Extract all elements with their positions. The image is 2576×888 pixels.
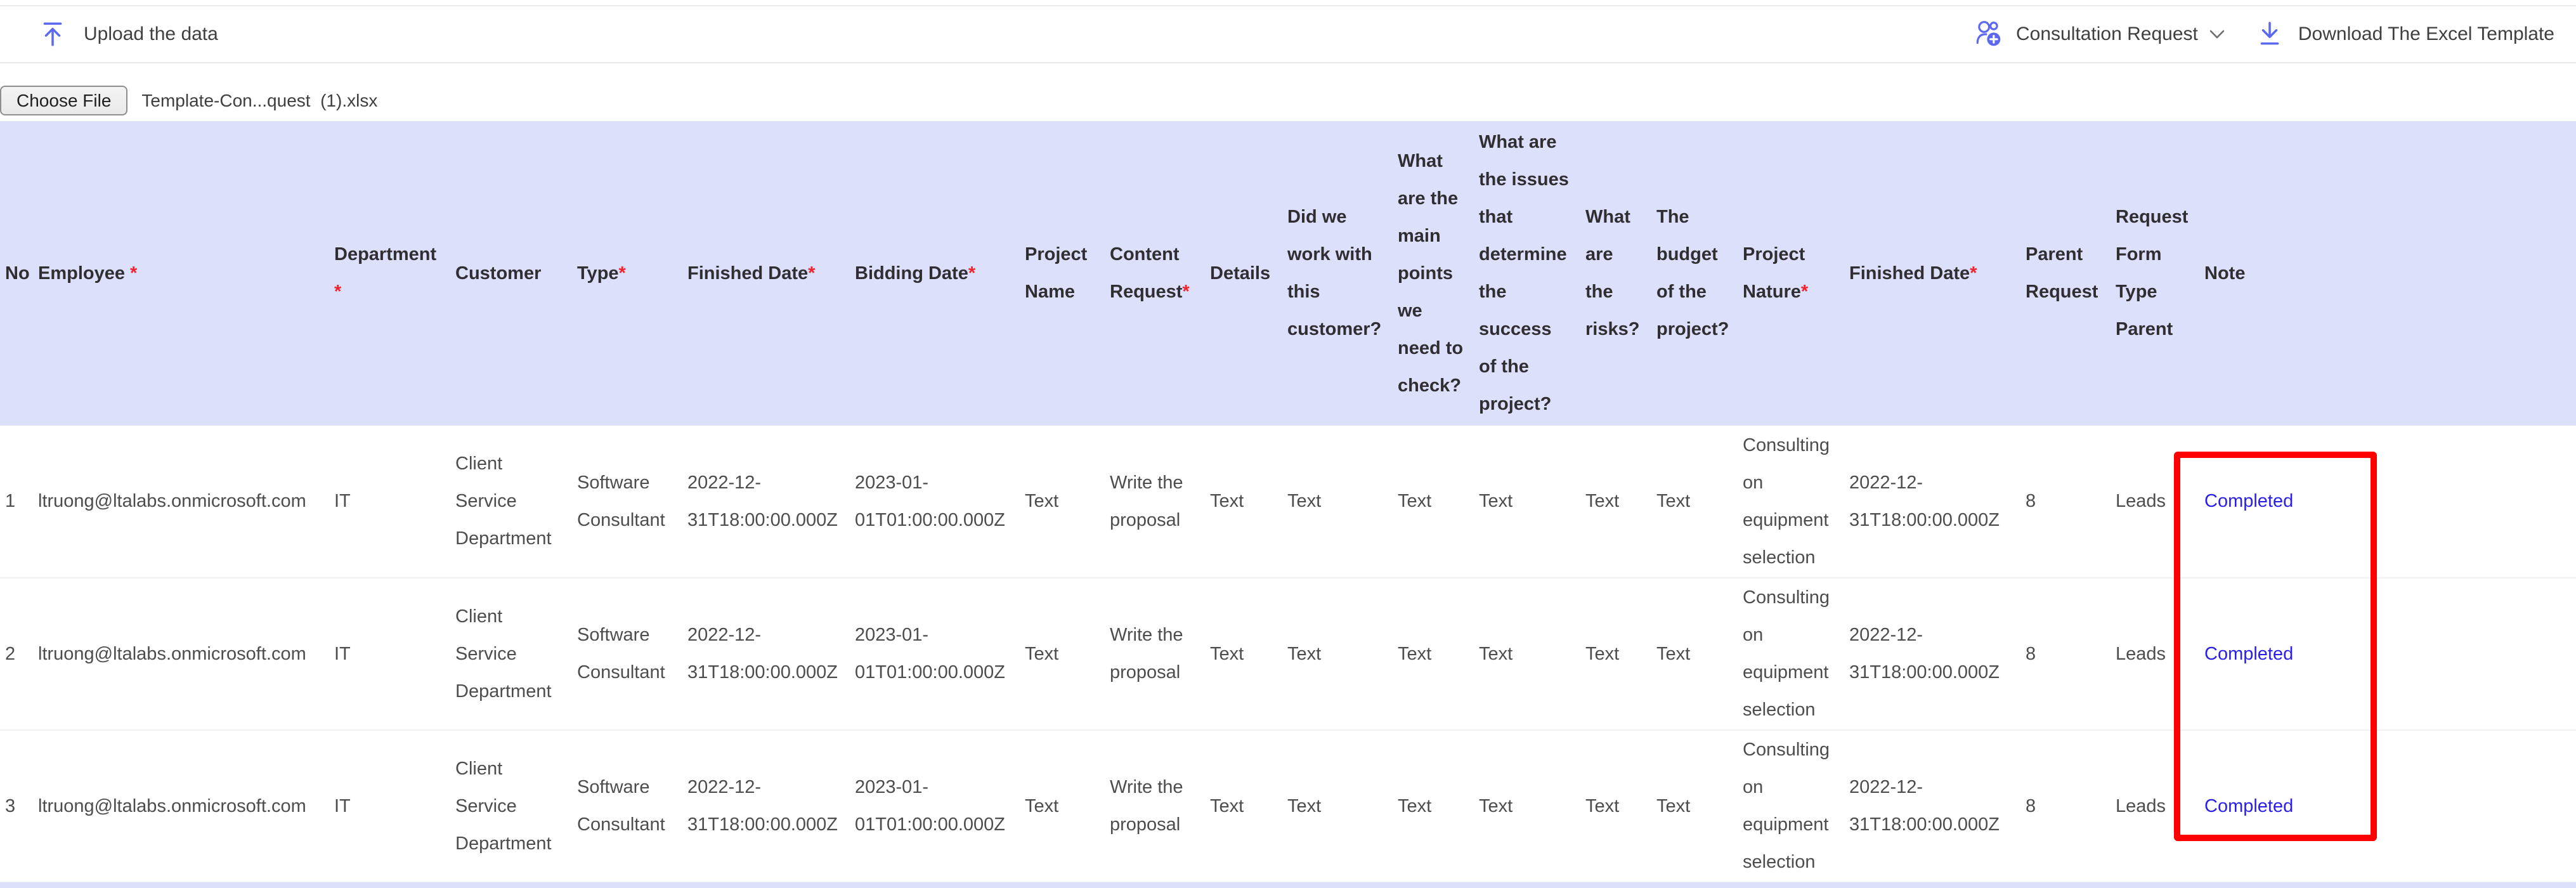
- cell-parent-request: 8: [2018, 730, 2108, 882]
- cell-what-are-the-issues-that-determine-the-success-of-the-project: Text: [1471, 426, 1578, 578]
- toolbar-right: [1974, 20, 2554, 49]
- download-icon: [2255, 20, 2284, 49]
- cell-no: 2: [0, 578, 30, 730]
- cell-request-form-type-parent: Leads: [2108, 578, 2197, 730]
- note-status-link[interactable]: Completed: [2204, 491, 2294, 511]
- cell-parent-request: 8: [2018, 578, 2108, 730]
- cell-no: 1: [0, 426, 30, 578]
- cell-what-are-the-main-points-we-need-to-check: Text: [1390, 426, 1471, 578]
- file-upload-row: [0, 63, 2576, 121]
- column-header-note: Note: [2197, 121, 2384, 426]
- cell-type: Software Consultant: [569, 578, 680, 730]
- cell-finished-date: 2022-12-31T18:00:00.000Z: [1842, 426, 2018, 578]
- column-header-content-request: Content Request*: [1102, 121, 1202, 426]
- cell-project-nature: Consulting on equipment selection: [1735, 578, 1842, 730]
- column-header-department: Department *: [327, 121, 448, 426]
- cell-department: IT: [327, 578, 448, 730]
- column-header-project-nature: Project Nature*: [1735, 121, 1842, 426]
- cell-employee: ltruong@ltalabs.onmicrosoft.com: [30, 578, 327, 730]
- column-header-customer: Customer: [448, 121, 569, 426]
- cell-filler: [2384, 730, 2576, 882]
- cell-what-are-the-risks: Text: [1578, 578, 1649, 730]
- cell-details: Text: [1202, 426, 1280, 578]
- cell-finished-date: 2022-12-31T18:00:00.000Z: [1842, 578, 2018, 730]
- next-section-header-edge: [0, 882, 2576, 888]
- column-header-request-form-type-parent: Request Form Type Parent: [2108, 121, 2197, 426]
- column-header-what-are-the-issues-that-determine-the-success-of-the-project: What are the issues that determine the success of the project?: [1471, 121, 1578, 426]
- cell-filler: [2384, 426, 2576, 578]
- choose-file-button[interactable]: Choose File: [0, 86, 127, 115]
- required-asterisk: *: [125, 263, 138, 284]
- column-header-no: No: [0, 121, 30, 426]
- cell-employee: ltruong@ltalabs.onmicrosoft.com: [30, 426, 327, 578]
- cell-no: 3: [0, 730, 30, 882]
- cell-department: IT: [327, 426, 448, 578]
- cell-bidding-date: 2023-01-01T01:00:00.000Z: [847, 578, 1017, 730]
- cell-type: Software Consultant: [569, 730, 680, 882]
- cell-did-we-work-with-this-customer: Text: [1280, 578, 1390, 730]
- cell-request-form-type-parent: Leads: [2108, 730, 2197, 882]
- required-asterisk: *: [1970, 263, 1977, 284]
- cell-the-budget-of-the-project: Text: [1649, 426, 1735, 578]
- user-group-add-icon: [1974, 20, 2003, 49]
- column-header-finished-date: Finished Date*: [680, 121, 847, 426]
- download-template-button[interactable]: Download The Excel Template: [2298, 23, 2554, 44]
- table-row: [0, 730, 2576, 882]
- cell-finished-date: 2022-12-31T18:00:00.000Z: [1842, 730, 2018, 882]
- cell-customer: Client Service Department: [448, 426, 569, 578]
- cell-finished-date: 2022-12-31T18:00:00.000Z: [680, 578, 847, 730]
- required-asterisk: *: [808, 263, 816, 284]
- cell-content-request: Write the proposal: [1102, 426, 1202, 578]
- column-header-details: Details: [1202, 121, 1280, 426]
- column-header-filler: [2384, 121, 2576, 426]
- cell-bidding-date: 2023-01-01T01:00:00.000Z: [847, 426, 1017, 578]
- cell-what-are-the-main-points-we-need-to-check: Text: [1390, 578, 1471, 730]
- cell-project-nature: Consulting on equipment selection: [1735, 426, 1842, 578]
- upload-preview-table: [0, 121, 2576, 883]
- form-type-selector[interactable]: Consultation Request: [2016, 23, 2198, 44]
- upload-label: Upload the data: [84, 23, 218, 44]
- cell-employee: ltruong@ltalabs.onmicrosoft.com: [30, 730, 327, 882]
- table-header-row: [0, 121, 2576, 426]
- cell-finished-date: 2022-12-31T18:00:00.000Z: [680, 730, 847, 882]
- cell-customer: Client Service Department: [448, 578, 569, 730]
- column-header-bidding-date: Bidding Date*: [847, 121, 1017, 426]
- cell-bidding-date: 2023-01-01T01:00:00.000Z: [847, 730, 1017, 882]
- cell-note: [2197, 426, 2384, 578]
- required-asterisk: *: [1182, 282, 1190, 302]
- cell-did-we-work-with-this-customer: Text: [1280, 730, 1390, 882]
- cell-what-are-the-risks: Text: [1578, 730, 1649, 882]
- column-header-did-we-work-with-this-customer: Did we work with this customer?: [1280, 121, 1390, 426]
- cell-details: Text: [1202, 578, 1280, 730]
- note-status-link[interactable]: Completed: [2204, 795, 2294, 816]
- cell-what-are-the-main-points-we-need-to-check: Text: [1390, 730, 1471, 882]
- toolbar: [0, 5, 2576, 63]
- cell-note: [2197, 730, 2384, 882]
- column-header-employee: Employee *: [30, 121, 327, 426]
- table-row: [0, 578, 2576, 730]
- cell-content-request: Write the proposal: [1102, 730, 1202, 882]
- cell-project-name: Text: [1017, 578, 1102, 730]
- column-header-what-are-the-main-points-we-need-to-check: What are the main points we need to check?: [1390, 121, 1471, 426]
- upload-icon: [38, 20, 67, 49]
- cell-parent-request: 8: [2018, 426, 2108, 578]
- cell-what-are-the-issues-that-determine-the-success-of-the-project: Text: [1471, 578, 1578, 730]
- cell-content-request: Write the proposal: [1102, 578, 1202, 730]
- table-row: [0, 426, 2576, 578]
- cell-project-name: Text: [1017, 426, 1102, 578]
- required-asterisk: *: [1800, 282, 1809, 302]
- cell-note: [2197, 578, 2384, 730]
- cell-what-are-the-risks: Text: [1578, 426, 1649, 578]
- note-status-link[interactable]: Completed: [2204, 643, 2294, 664]
- column-header-type: Type*: [569, 121, 680, 426]
- cell-details: Text: [1202, 730, 1280, 882]
- cell-project-name: Text: [1017, 730, 1102, 882]
- cell-the-budget-of-the-project: Text: [1649, 578, 1735, 730]
- column-header-finished-date-2: Finished Date*: [1842, 121, 2018, 426]
- cell-customer: Client Service Department: [448, 730, 569, 882]
- cell-request-form-type-parent: Leads: [2108, 426, 2197, 578]
- column-header-the-budget-of-the-project: The budget of the project?: [1649, 121, 1735, 426]
- cell-filler: [2384, 578, 2576, 730]
- required-asterisk: *: [968, 263, 976, 284]
- column-header-what-are-the-risks: What are the risks?: [1578, 121, 1649, 426]
- chevron-down-icon[interactable]: [2208, 29, 2226, 39]
- cell-finished-date: 2022-12-31T18:00:00.000Z: [680, 426, 847, 578]
- cell-the-budget-of-the-project: Text: [1649, 730, 1735, 882]
- column-header-project-name: Project Name: [1017, 121, 1102, 426]
- cell-department: IT: [327, 730, 448, 882]
- required-asterisk: *: [618, 263, 626, 284]
- cell-what-are-the-issues-that-determine-the-success-of-the-project: Text: [1471, 730, 1578, 882]
- cell-type: Software Consultant: [569, 426, 680, 578]
- selected-file-name: Template-Con...quest (1).xlsx: [141, 90, 378, 110]
- cell-project-nature: Consulting on equipment selection: [1735, 730, 1842, 882]
- upload-data-button[interactable]: [38, 20, 218, 49]
- cell-did-we-work-with-this-customer: Text: [1280, 426, 1390, 578]
- column-header-parent-request: Parent Request: [2018, 121, 2108, 426]
- required-asterisk: *: [334, 282, 342, 302]
